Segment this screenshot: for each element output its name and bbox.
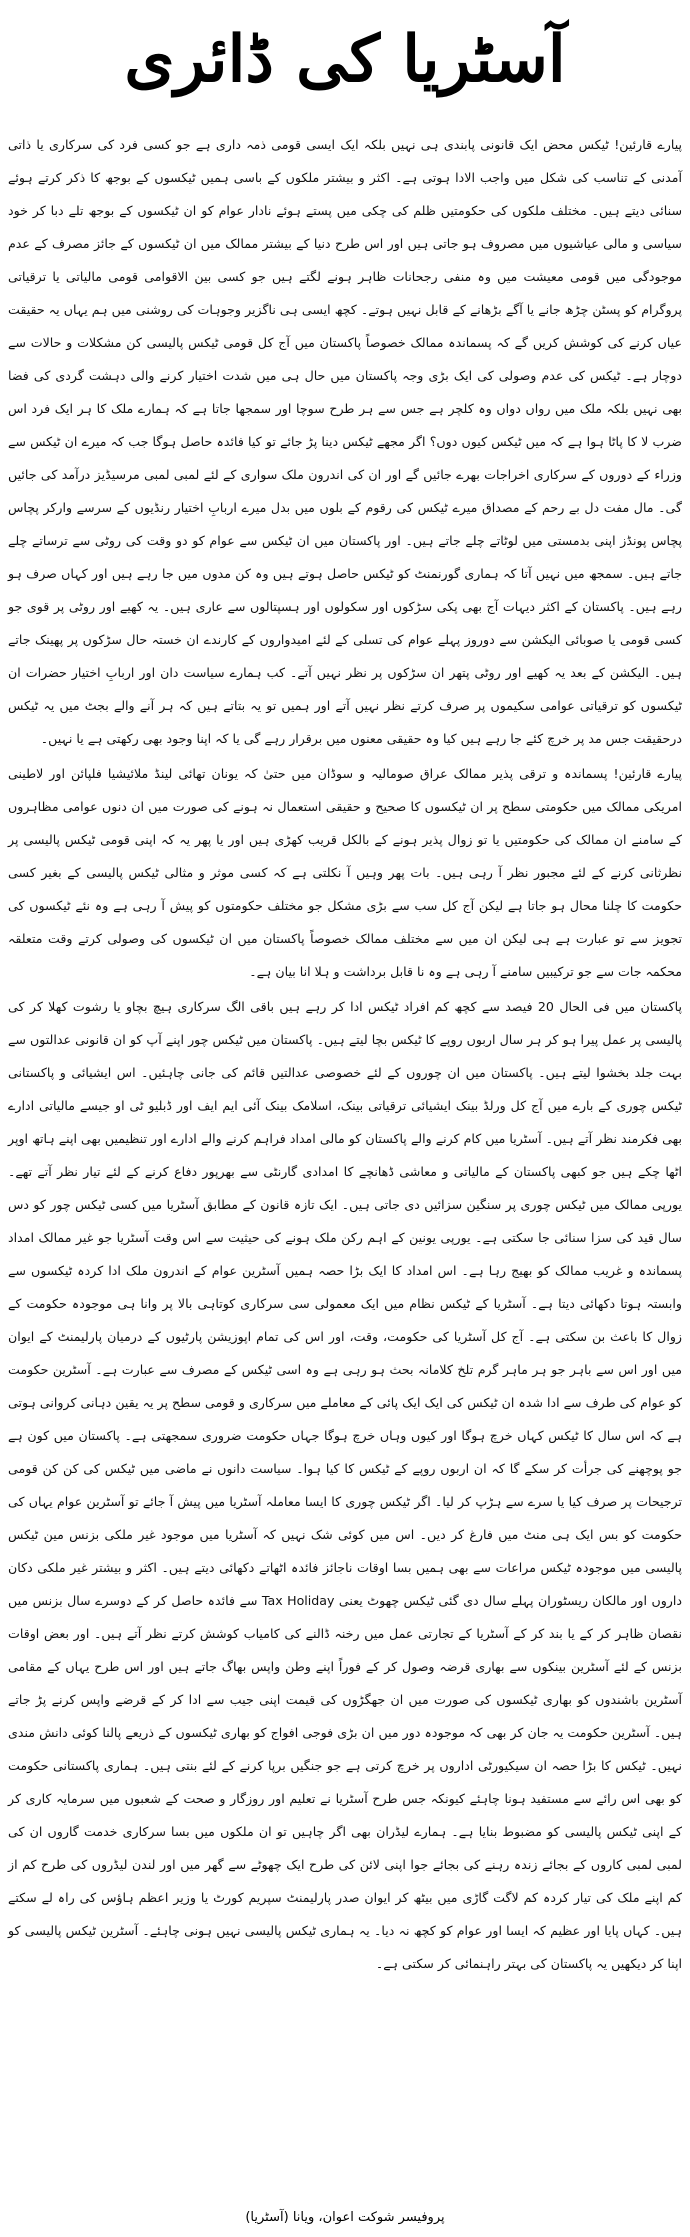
author-signature: پروفیسر شوکت اعوان، ویانا (آسٹریا) [245,2210,445,2225]
article-paragraph: پیارے قارئین! ٹیکس محض ایک قانونی پابندی ہی نہیں بلکہ ایک ایسی قومی ذمہ داری ہے جو کسی فرد کی سرکاری یا ذاتی آمدنی کے تناسب کی شکل میں واجب الادا ہوتی ہے۔ اکثر و بیشتر ملکوں کے باسی ہمیں ٹیکسوں کے بوجھ کا ذکر کرتے ہوئے سنائی دیتے ہیں۔ مختلف ملکوں کی حکومتیں ظلم کی چکی میں پستے ہوئے نادار عوام کو ان ٹیکسوں کے بوجھ تلے دبا کر خود سیاسی و مالی عیاشیوں میں مصروف ہو جاتی ہیں اور اس طرح دنیا کے بیشتر ممالک میں ان ٹیکسوں کے جائز مصرف کے عدم موجودگی میں قومی معیشت میں وہ منفی رجحانات ظاہر ہونے لگتے ہیں جو کسی بین الاقوامی قومی مالیاتی یا ترقیاتی پروگرام کو پسٹن چڑھ جانے یا آگے بڑھانے کے قابل نہیں ہوتے۔ کچھ ایسی ہی ناگزیر وجوہات کی روشنی میں ہم یہاں یہ حقیقت عیاں کرنے کی کوشش کریں گے کہ پسماندہ ممالک خصوصاً پاکستان میں آج کل قومی ٹیکس پالیسی کن مشکلات و حالات سے دوچار ہے۔ ٹیکس کی عدم وصولی کی ایک بڑی وجہ پاکستان میں حال ہی میں شدت اختیار کرنے والی دہشت گردی کی فضا بھی نہیں بلکہ ملک میں رواں دواں وہ کلچر ہے جس سے ہر طرح سوچا اور سمجھا جاتا ہے کہ ہمارے ملک کا ہر ایک فرد اس ضرب لا کا پاٹا ہوا ہے کہ میں ٹیکس کیوں دوں؟ اگر مجھے ٹیکس دینا پڑ جائے تو کیا فائدہ حاصل ہوگا جب کہ میرے ان ٹیکس سے وزراء کے دوروں کے سرکاری اخراجات بھرے جائیں گے اور ان کی اندرون ملک سواری کے لئے لمبی لمبی مرسیڈیز درآمد کی جائیں گی۔ مال مفت دل بے رحم کے مصداق میرے ٹیکس کی رقوم کے بلوں میں بدل میرے اربابِ اختیار رنڈیوں کے سرسے وارکر پچاس پچاس پونڈز اپنی بدمستی میں لوٹاتے چلے جاتے ہیں۔ اور پاکستان میں ان ٹیکس سے عوام کو دو وقت کی روٹی سے ترساتے چلے جاتے ہیں۔ سمجھ میں نہیں آتا کہ ہماری گورنمنٹ کو ٹیکس حاصل ہوتے ہیں وہ کن مدوں میں جا رہے ہیں اور کہاں صرف ہو رہے ہیں۔ پاکستان کے اکثر دیہات آج بھی پکی سڑکوں اور سکولوں اور ہسپتالوں سے عاری ہیں۔ یہ کھیے اور روٹی پر قوی جو کسی قومی یا صوبائی الیکشن سے دوروز پہلے عوام کی تسلی کے لئے امیدواروں کے کارندے ان خستہ حال سڑکوں پر پھینک جاتے ہیں۔ الیکشن کے بعد یہ کھیے اور روٹی پتھر ان سڑکوں پر نظر نہیں آتے۔ کب ہمارے سیاست دان اور اربابِ اختیار حضرات ان ٹیکسوں کو ترقیاتی عوامی سکیموں پر صرف کرتے نظر نہیں آتے اور ہمیں تو یہ بتاتے ہیں کہ ہر آنے والے بجٹ میں یہ ٹیکس درحقیقت جس مد پر خرچ کئے جا رہے ہیں کیا وہ حقیقی معنوں میں برقرار رہے گی یا کہ اپنا وجود بھی رکھتی ہے یا نہیں۔ [8,137,682,746]
article-paragraph: پیارے قارئین! پسماندہ و ترقی پذیر ممالک عراق صومالیہ و سوڈان میں حتیٰ کہ یونان تھائی لینڈ ملائیشیا فلپائن اور لاطینی امریکی ممالک میں حکومتی سطح پر ان ٹیکسوں کا صحیح و حقیقی استعمال نہ ہونے کی صورت میں ان دنوں عوامی مظاہروں کے سامنے ان ممالک کی حکومتیں یا تو زوال پذیر ہونے کے بالکل قریب کھڑی ہیں اور یا پھر یہ کہ اپنی قومی ٹیکس پالیسی پر نظرثانی کرنے کے لئے مجبور نظر آ رہی ہیں۔ بات پھر وہیں آ نکلتی ہے کہ کسی موثر و مثالی ٹیکس پالیسی کے بغیر کسی حکومت کا چلنا محال ہو جاتا ہے لیکن آج کل سب سے بڑی مشکل جو مختلف حکومتوں کو پیش آ رہی ہے وہ نئے ٹیکسوں کی تجویز سے تو عبارت ہے ہی لیکن ان میں سے مختلف ممالک خصوصاً پاکستان میں ان ٹیکسوں کی وصولی کرتے وقت متعلقہ محکمہ جات سے جو ترکیبیں سامنے آ رہی ہے وہ نا قابل برداشت و ہلا انا بیان ہے۔ [8,766,682,979]
column-title: آسٹریا کی ڈائری [124,22,566,97]
article-paragraph: پاکستان میں فی الحال 20 فیصد سے کچھ کم افراد ٹیکس ادا کر رہے ہیں باقی الگ سرکاری ہیچ بچاو یا رشوت کھلا کر کی پالیسی پر عمل پیرا ہو کر ہر سال اربوں روپے کا ٹیکس بچا لیتے ہیں۔ پاکستان میں ٹیکس چور اپنے آپ کو ان قانونی عدالتوں سے بہت جلد بخشوا لیتے ہیں۔ پاکستان میں ان چوروں کے لئے خصوصی عدالتیں قائم کی جانی چاہئیں۔ اس ایشیائی و پاکستانی ٹیکس چوری کے بارے میں آج کل ورلڈ بینک ایشیائی ترقیاتی بینک، اسلامک بینک آئی ایم ایف اور ڈبلیو ٹی او جیسے مالیاتی ادارے بھی فکرمند نظر آتے ہیں۔ آسٹریا میں کام کرنے والے پاکستان کو مالی امداد فراہم کرنے والے ادارے اور تنظیمیں بھی اپنے ہاتھ اوپر اٹھا چکے ہیں جو کبھی پاکستان کے مالیاتی و معاشی ڈھانچے کا امدادی گارنٹی سے بھرپور دفاع کرنے کے لئے تیار نظر آتے تھے۔ یورپی ممالک میں ٹیکس چوری پر سنگین سزائیں دی جاتی ہیں۔ ایک تازہ قانون کے مطابق آسٹریا میں کسی ٹیکس چور کو دس سال قید کی سزا سنائی جا سکتی ہے۔ یورپی یونین کے اہم رکن ملک ہونے کی حیثیت سے اس وقت آسٹریا جو غیر ممالک امداد پسماندہ و غریب ممالک کو بھیج رہا ہے۔ اس امداد کا ایک بڑا حصہ ہمیں آسٹرین عوام کے اندرون ملک ادا کردہ ٹیکسوں سے وابستہ ہوتا دکھائی دیتا ہے۔ آسٹریا کے ٹیکس نظام میں ایک معمولی سی سرکاری کوتاہی بالا پر وانا ہی موجودہ حکومت کے زوال کا باعث بن سکتی ہے۔ آج کل آسٹریا کی حکومت، وقت، اور اس کی تمام اپوزیشن پارٹیوں کے درمیان پارلیمنٹ کے ایوان میں اور اس سے باہر جو ہر ماہر گرم تلخ کلامانہ بحث ہو رہی ہے وہ اسی ٹیکس کے مصرف سے عبارت ہے۔ آسٹرین حکومت کو عوام کی طرف سے ادا شدہ ان ٹیکس کی ایک ایک پائی کے معاملے میں سرکاری و قومی سطح پر یہ یقین دہانی کروانی ہوتی ہے کہ اس سال کا ٹیکس کہاں خرچ ہوگا اور کیوں وہاں خرچ ہوگا جہاں حکومت ضروری سمجھتی ہے۔ پاکستان میں کون ہے جو پوچھنے کی جرأت کر سکے گا کہ ان اربوں روپے کے ٹیکس کا کیا ہوا۔ سیاست دانوں نے ماضی میں ٹیکس کی کن کن قومی ترجیحات پر صرف کیا یا سرے سے ہڑپ کر لیا۔ اگر ٹیکس چوری کا ایسا معاملہ آسٹریا میں پیش آ جائے تو آسٹرین عوام یہاں کی حکومت کو بس ایک ہی منٹ میں فارغ کر دیں۔ اس میں کوئی شک نہیں کہ آسٹریا میں موجود غیر ملکی بزنس مین ٹیکس پالیسی میں موجودہ ٹیکس مراعات سے بھی ہمیں بسا اوقات ناجائز فائدہ اٹھاتے دکھائی دیتے ہیں۔ اکثر و بیشتر غیر ملکی دکان داروں اور مالکان ریسٹوران پہلے سال دی گئی ٹیکس چھوٹ یعنی Tax Holiday سے فائدہ حاصل کر کے دوسرے سال بزنس میں نقصان ظاہر کر کے یا بند کر کے آسٹریا کے تجارتی عمل میں رخنہ ڈالنے کی کامیاب کوشش کرتے نظر آتے ہیں۔ اور بعض اوقات بزنس کے لئے آسٹرین بینکوں سے بھاری قرضہ وصول کر کے فوراً اپنے وطن واپس بھاگ جاتے ہیں اور اس طرح یہاں کے مقامی آسٹرین باشندوں کو بھاری ٹیکسوں کی صورت میں ان جھگڑوں کی قیمت اپنی جیب سے ادا کر کے قرضے واپس کرنے پڑ جاتے ہیں۔ آسٹرین حکومت یہ جان کر بھی کہ موجودہ دور میں ان بڑی فوجی افواج کو بھاری ٹیکسوں کے ذریعے پالنا کوئی دانش مندی نہیں۔ ٹیکس کا بڑا حصہ ان سیکیورٹی اداروں پر خرچ کرتی ہے جو جنگیں برپا کرنے کے لئے بنتی ہیں۔ ہماری پاکستانی حکومت کو بھی اس رائے سے مستفید ہونا چاہئے کیونکہ جس طرح آسٹریا نے تعلیم اور روزگار و صحت کے شعبوں میں سرمایہ کاری کر کے اپنی ٹیکس پالیسی کو مضبوط بنایا ہے۔ ہمارے لیڈران بھی اگر چاہیں تو ان ملکوں میں بسا سرکاری خدمت گاروں ان کی لمبی لمبی کاروں کے بجائے زندہ رہنے کی بجائے جوا اپنی لائن کی طرح ایک چھوٹے سے گھر میں اور لندن لیڈروں کی طرح کم از کم اپنے ملک کی تیار کردہ کم لاگت گاڑی میں بیٹھ کر ایوان صدر پارلیمنٹ سپریم کورٹ یا وزیر اعظم ہاؤس کی راہ لے سکتے ہیں۔ کہاں پایا اور عظیم کہ ایسا اور عوام کو کچھ نہ دیا۔ یہ ہماری ٹیکس پالیسی نہیں ہونی چاہئے۔ آسٹرین ٹیکس پالیسی کو اپنا کر دیکھیں یہ پاکستان کی بہتر راہنمائی کر سکتی ہے۔ [8,999,683,1971]
article-body [8,128,682,1982]
